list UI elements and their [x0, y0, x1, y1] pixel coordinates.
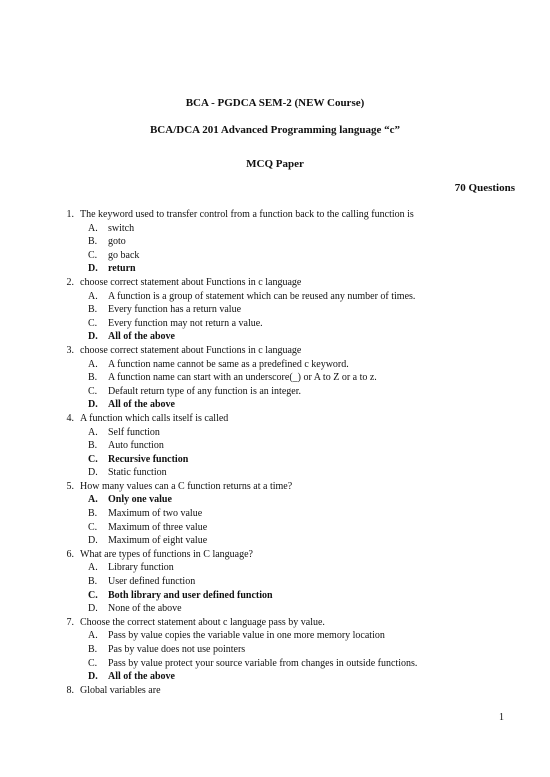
- question-number: 3.: [66, 344, 74, 356]
- question-number: 6.: [66, 548, 74, 560]
- option-letter: D.: [88, 671, 98, 683]
- question-number: 1.: [66, 209, 74, 220]
- answer-option: [70, 439, 500, 453]
- subject-title: BCA/DCA 201 Advanced Programming language “c”: [149, 124, 401, 136]
- option-letter: A.: [88, 494, 98, 506]
- answer-option: [70, 657, 500, 671]
- question-text: choose correct statement about Functions in c language: [80, 344, 302, 356]
- option-text: return: [108, 263, 136, 275]
- option-text: All of the above: [108, 331, 175, 343]
- question-text: A function which calls itself is called: [80, 412, 229, 424]
- question-item: [66, 208, 500, 276]
- answer-option: [70, 222, 500, 236]
- option-letter: D.: [88, 263, 98, 275]
- question-number: 8.: [66, 684, 74, 696]
- answer-option: [70, 561, 500, 575]
- option-text: Pass by value protect your source variable from changes in outside functions.: [108, 657, 418, 669]
- answer-option-correct: [70, 670, 500, 684]
- answer-option: [70, 371, 500, 385]
- option-letter: D.: [88, 399, 98, 411]
- option-text: All of the above: [108, 671, 175, 683]
- answer-option: [70, 507, 500, 521]
- option-letter: C.: [88, 385, 98, 397]
- option-letter: B.: [88, 508, 98, 520]
- option-text: Static function: [108, 467, 167, 479]
- answer-option: [70, 643, 500, 657]
- question-text: The keyword used to transfer control from a function back to the calling function is: [80, 209, 414, 220]
- option-text: switch: [108, 222, 135, 234]
- question-count: 70 Questions: [454, 182, 515, 194]
- course-title: BCA - PGDCA SEM-2 (NEW Course): [185, 97, 365, 109]
- option-letter: A.: [88, 426, 98, 438]
- answer-option: [70, 466, 500, 480]
- option-text: Maximum of two value: [108, 508, 203, 520]
- question-line: [66, 616, 500, 630]
- answer-option-correct: [70, 453, 500, 467]
- answer-option: [70, 290, 500, 304]
- option-letter: B.: [88, 236, 98, 248]
- question-text: How many values can a C function returns at a time?: [80, 480, 293, 492]
- option-letter: C.: [88, 657, 98, 669]
- option-letter: C.: [88, 453, 98, 465]
- question-item: [66, 480, 500, 548]
- question-line: [66, 412, 500, 426]
- option-letter: C.: [88, 589, 98, 601]
- option-text: User defined function: [108, 576, 196, 588]
- question-number: 4.: [66, 412, 74, 424]
- answer-option: [70, 235, 500, 249]
- option-letter: C.: [88, 521, 98, 533]
- paper-title: MCQ Paper: [246, 158, 304, 170]
- option-text: A function is a group of statement which can be reused any number of times.: [108, 290, 416, 302]
- option-letter: B.: [88, 372, 98, 384]
- option-letter: B.: [88, 644, 98, 655]
- question-item: [66, 412, 500, 480]
- question-line: [66, 480, 500, 494]
- question-text: What are types of functions in C language?: [80, 548, 253, 560]
- option-text: Recursive function: [108, 453, 189, 465]
- option-text: All of the above: [108, 399, 175, 411]
- answer-option: [70, 629, 500, 643]
- question-item: [66, 548, 500, 616]
- option-text: Only one value: [108, 494, 172, 506]
- answer-option: [70, 426, 500, 440]
- answer-option-correct: [70, 330, 500, 344]
- question-item: [66, 684, 500, 698]
- option-text: None of the above: [108, 603, 182, 615]
- answer-option: [70, 317, 500, 331]
- question-item: [66, 344, 500, 412]
- question-text: Global variables are: [80, 684, 161, 696]
- option-text: Pas by value does not use pointers: [108, 644, 246, 655]
- question-line: [66, 548, 500, 562]
- option-text: Every function may not return a value.: [108, 317, 263, 329]
- answer-option: [70, 358, 500, 372]
- option-letter: D.: [88, 331, 98, 343]
- option-text: Auto function: [108, 440, 164, 452]
- option-letter: B.: [88, 576, 98, 588]
- option-text: Self function: [108, 426, 160, 438]
- answer-option-correct: [70, 589, 500, 603]
- option-text: goto: [108, 236, 126, 248]
- option-text: Every function has a return value: [108, 304, 242, 316]
- option-text: Maximum of three value: [108, 521, 208, 533]
- question-item: [66, 616, 500, 684]
- option-letter: D.: [88, 535, 98, 547]
- option-letter: C.: [88, 317, 98, 329]
- question-line: [66, 208, 500, 222]
- question-number: 7.: [66, 616, 74, 628]
- option-letter: A.: [88, 222, 98, 234]
- answer-option: [70, 575, 500, 589]
- option-text: Maximum of eight value: [108, 535, 208, 547]
- option-text: A function name can start with an underscore(_) or A to Z or a to z.: [108, 372, 377, 384]
- page-number: 1: [499, 712, 504, 723]
- option-text: Both library and user defined function: [108, 589, 273, 601]
- answer-option: [70, 385, 500, 399]
- question-text: choose correct statement about Functions in c language: [80, 276, 302, 288]
- question-item: [66, 276, 500, 344]
- option-letter: A.: [88, 358, 98, 370]
- answer-option: [70, 249, 500, 263]
- question-number: 5.: [66, 480, 74, 492]
- option-letter: C.: [88, 249, 98, 261]
- question-line: [66, 344, 500, 358]
- answer-option: [70, 303, 500, 317]
- answer-option: [70, 521, 500, 535]
- option-letter: A.: [88, 562, 98, 574]
- option-text: Default return type of any function is an integer.: [108, 385, 301, 397]
- option-letter: B.: [88, 304, 98, 316]
- answer-option-correct: [70, 398, 500, 412]
- question-line: [66, 276, 500, 290]
- option-letter: A.: [88, 630, 98, 642]
- option-letter: D.: [88, 603, 98, 615]
- question-list: [66, 208, 500, 697]
- option-text: Pass by value copies the variable value in one more memory location: [108, 630, 385, 642]
- option-text: A function name cannot be same as a predefined c keyword.: [108, 358, 349, 370]
- option-letter: B.: [88, 440, 98, 452]
- option-letter: D.: [88, 467, 98, 479]
- option-text: go back: [108, 249, 140, 261]
- answer-option-correct: [70, 493, 500, 507]
- question-text: Choose the correct statement about c language pass by value.: [80, 616, 325, 628]
- question-number: 2.: [66, 276, 74, 288]
- answer-option: [70, 602, 500, 616]
- answer-option: [70, 534, 500, 548]
- question-line: [66, 684, 500, 698]
- option-letter: A.: [88, 290, 98, 302]
- option-text: Library function: [108, 562, 174, 574]
- answer-option-correct: [70, 262, 500, 276]
